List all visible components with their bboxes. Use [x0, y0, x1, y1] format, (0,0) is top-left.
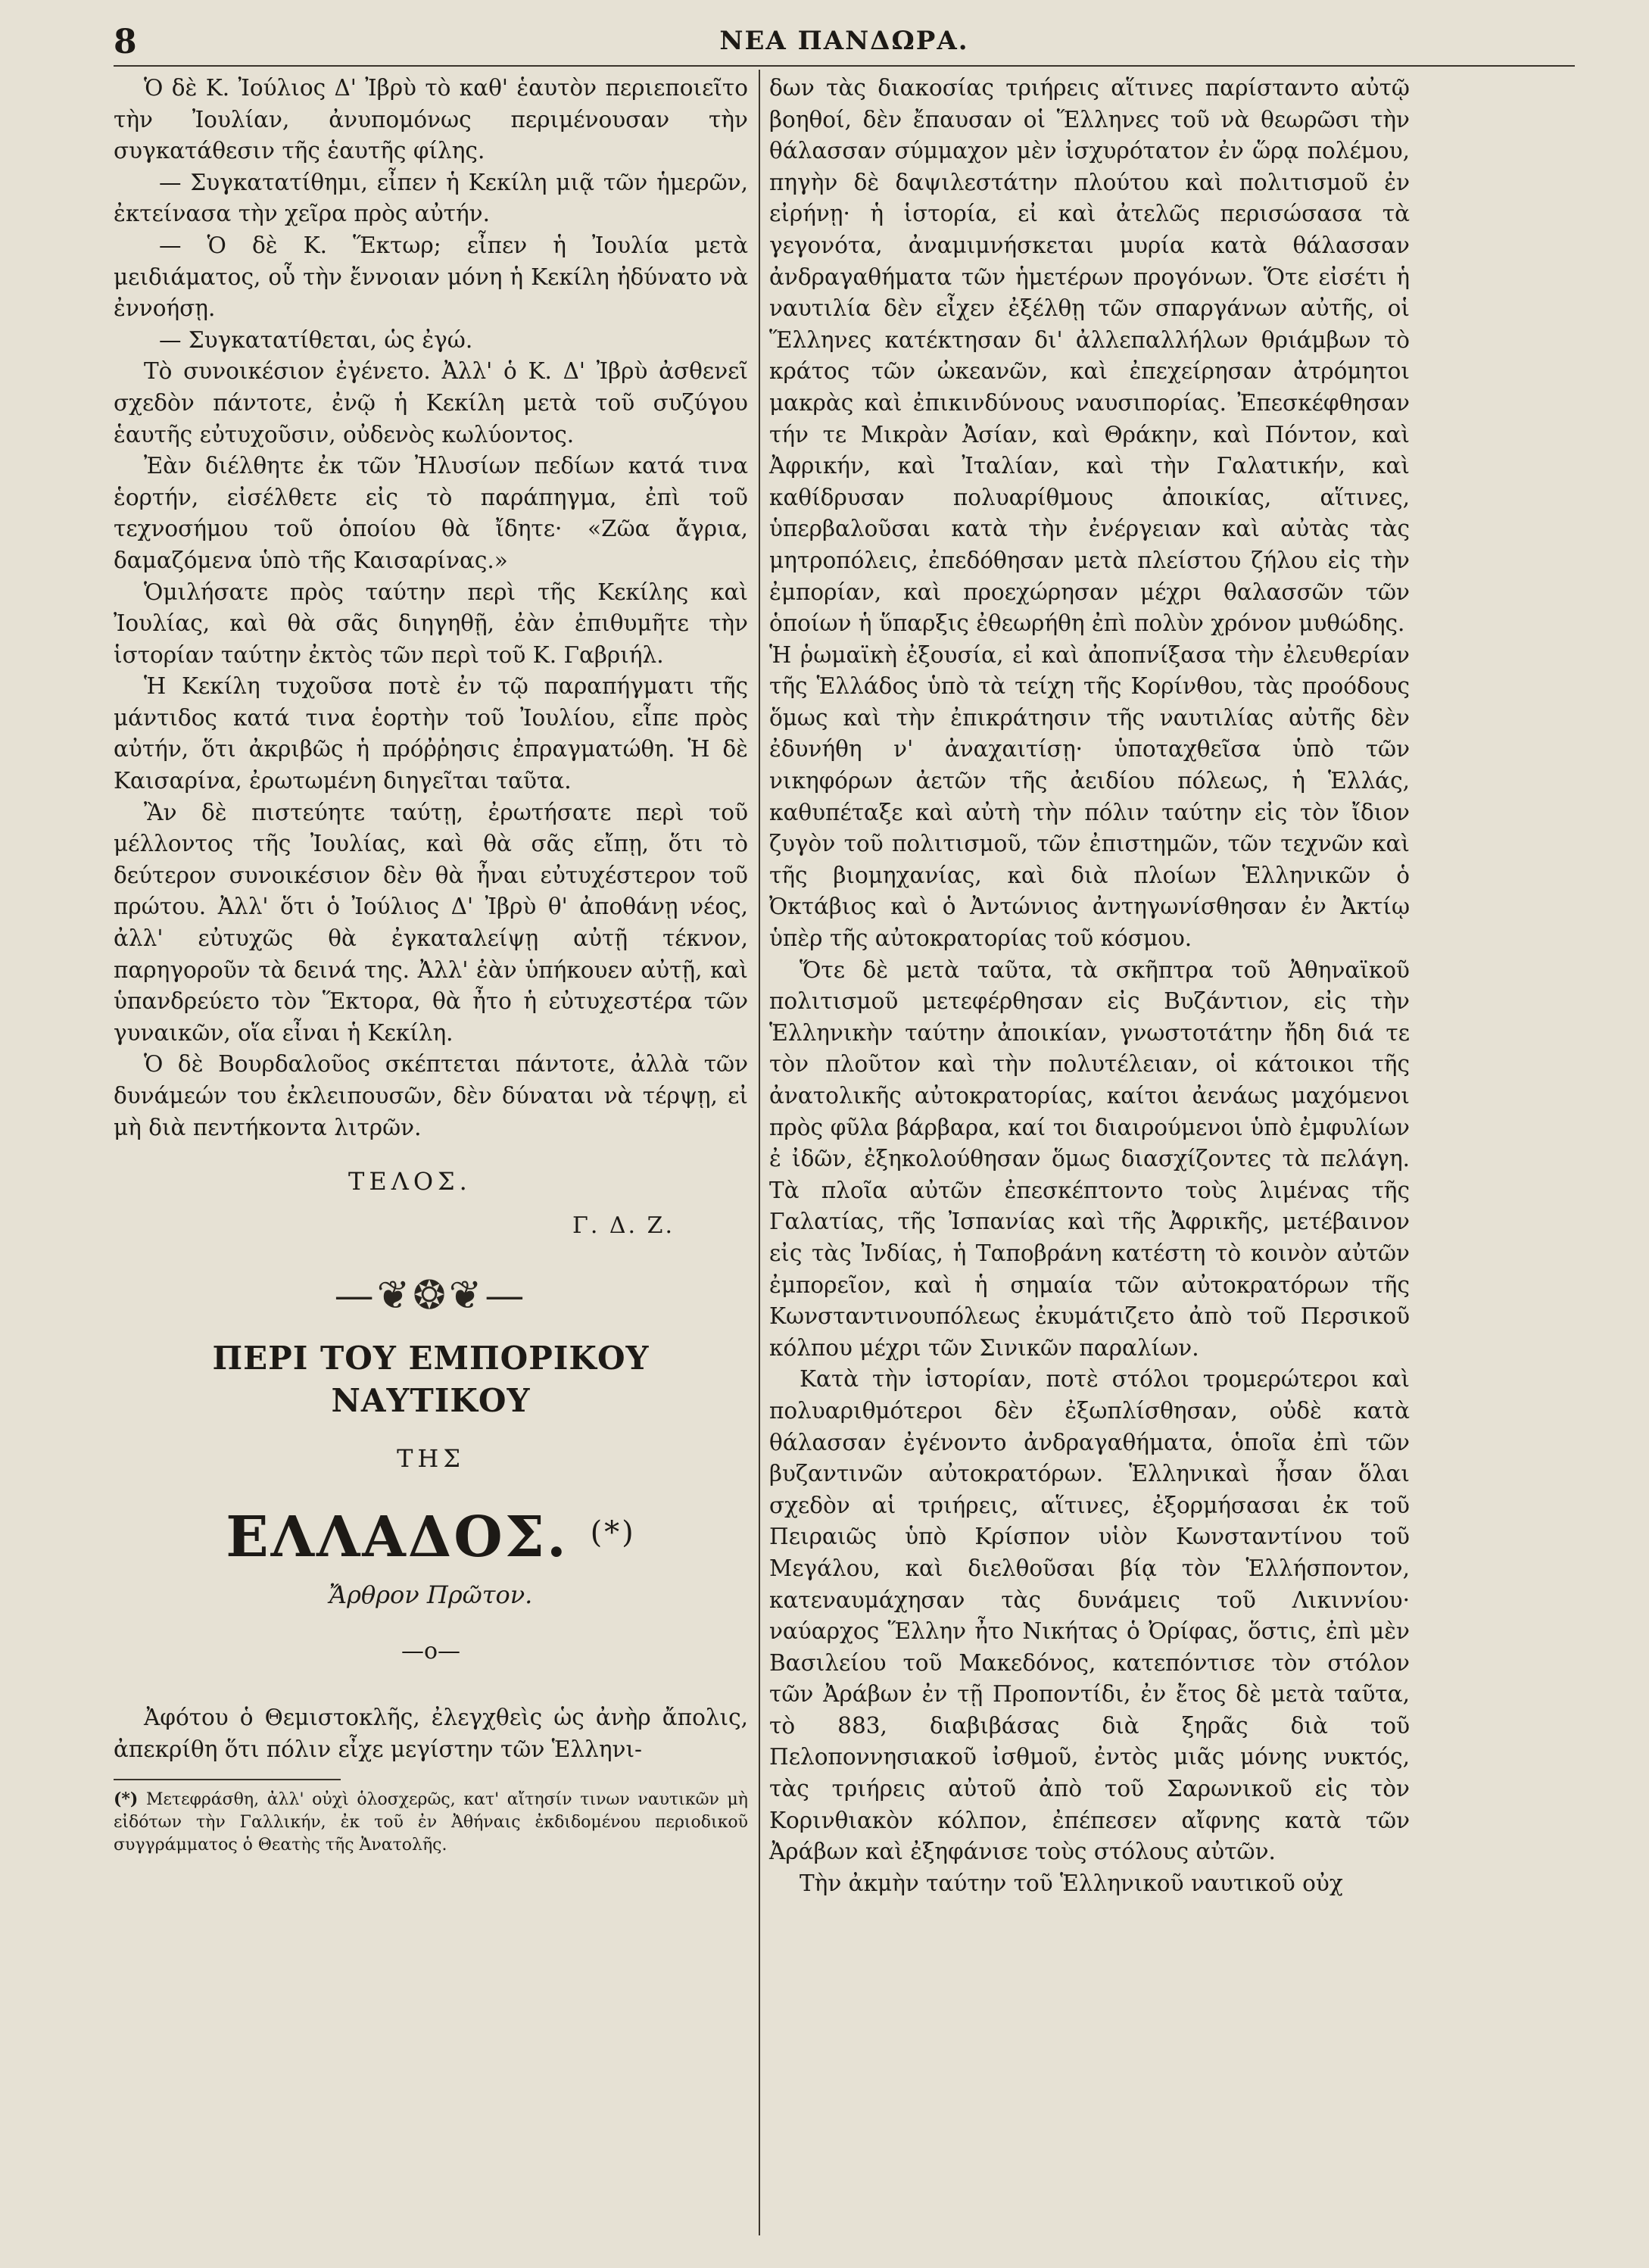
- left-column-paragraph: — Συγκατατίθημι, εἶπεν ἡ Κεκίλη μιᾷ τῶν ἡμερῶν, ἐκτείνασα τὴν χεῖρα πρὸς αὐτήν.: [114, 169, 748, 227]
- left-column: [114, 73, 748, 1857]
- left-column-paragraph: Ἐὰν διέλθητε ἐκ τῶν Ἠλυσίων πεδίων κατά τινα ἑορτήν, εἰσέλθετε εἰς τὸ παράπηγμα, ἐπὶ τοῦ τεχνοσήμου τοῦ ὁποίου θὰ ἴδητε· «Ζῶα ἄγρια, δαμαζόμενα ὑπὸ τῆς Καισαρίνας.»: [114, 453, 748, 573]
- left-column-paragraph: Ὁμιλήσατε πρὸς ταύτην περὶ τῆς Κεκίλης καὶ Ἰουλίας, καὶ θὰ σᾶς διηγηθῇ, ἐὰν ἐπιθυμῆτε τὴν ἱστορίαν ταύτην ἐκτὸς τῶν περὶ τοῦ Κ. Γαβριήλ.: [114, 579, 748, 668]
- section-big-word: ΕΛΛΑΔΟΣ.: [226, 1505, 569, 1571]
- small-ornament: —o—: [401, 1638, 461, 1665]
- left-column-text: [114, 73, 748, 1143]
- right-column-paragraph: Κατὰ τὴν ἱστορίαν, ποτὲ στόλοι τρομερώτεροι καὶ πολυαριθμότεροι δὲν ἐξωπλίσθησαν, οὐδὲ κατὰ θάλασσαν ἐγένοντο ἀνδραγαθήματα, ὁποῖα ἐπὶ τῶν βυζαντινῶν αὐτοκρατόρων. Ἑλληνικαὶ ἦσαν ὅλαι σχεδὸν αἱ τριήρεις, αἵτινες, ἐξορμήσασαι ἐκ τοῦ Πειραιῶς ὑπὸ Κρίσπον υἱὸν Κωνσταντίνου τοῦ Μεγάλου, καὶ διελθοῦσαι βίᾳ τὸν Ἑλλήσποντον, κατεναυμάχησαν τὰς δυνάμεις τοῦ Λικιννίου· ναύαρχος Ἕλλην ἦτο Νικήτας ὁ Ὀρίφας, ὅστις, ἐπὶ μὲν Βασιλείου τοῦ Μακεδόνος, κατεπόντισε τὸν στόλον τῶν Ἀράβων ἐν τῇ Προποντίδι, ἐν ἔτος δὲ μετὰ ταῦτα, τὸ 883, διαβιβάσας διὰ ξηρᾶς διὰ τοῦ Πελοποννησιακοῦ ἰσθμοῦ, ἐντὸς μιᾶς μόνης νυκτός, τὰς τριήρεις αὐτοῦ ἀπὸ τοῦ Σαρωνικοῦ εἰς τὸν Κορινθιακὸν κόλπον, ἐπέπεσεν αἴφνης κατὰ τῶν Ἀράβων καὶ ἐξηφάνισε τοὺς στόλους αὐτῶν.: [769, 1366, 1410, 1865]
- left-column-paragraph: Ὁ δὲ Βουρδαλοῦος σκέπτεται πάντοτε, ἀλλὰ τῶν δυνάμεών του ἐκλειπουσῶν, δὲν δύναται νὰ τέρψῃ, εἰ μὴ διὰ πεντήκοντα λιτρῶν.: [114, 1051, 748, 1140]
- left-column-paragraph: Ὁ δὲ Κ. Ἰούλιος Δ' Ἰβρὺ τὸ καθ' ἑαυτὸν περιεποιεῖτο τὴν Ἰουλίαν, ἀνυπομόνως περιμένουσαν τὴν συγκατάθεσιν τῆς ἑαυτῆς φίλης.: [114, 75, 748, 164]
- footnote-mark: (*): [114, 1789, 139, 1810]
- left-column-paragraph: — Συγκατατίθεται, ὡς ἐγώ.: [159, 326, 473, 353]
- running-title: ΝΕΑ ΠΑΝΔΩΡΑ.: [719, 26, 969, 56]
- right-column-paragraph: Τὴν ἀκμὴν ταύτην τοῦ Ἑλληνικοῦ ναυτικοῦ οὐχ: [800, 1870, 1343, 1896]
- header-rule: [114, 65, 1575, 67]
- author-initials: Γ. Δ. Ζ.: [572, 1212, 675, 1240]
- ornament-divider: —❦❂❦—: [334, 1273, 528, 1319]
- left-column-paragraph: Ἡ Κεκίλη τυχοῦσα ποτὲ ἐν τῷ παραπήγματι τῆς μάντιδος κατά τινα ἑορτὴν τοῦ Ἰουλίου, εἶπε πρὸς αὐτήν, ὅτι ἀκριβῶς ἡ πρόῤῥησις ἐπραγματώθη. Ἡ δὲ Καισαρίνα, ἐρωτωμένη διηγεῖται ταῦτα.: [114, 673, 748, 794]
- left-column-paragraph: Τὸ συνοικέσιον ἐγένετο. Ἀλλ' ὁ Κ. Δ' Ἰβρὺ ἀσθενεῖ σχεδὸν πάντοτε, ἐνῷ ἡ Κεκίλη μετὰ τοῦ συζύγου ἑαυτῆς εὐτυχοῦσιν, οὐδενὸς κωλύοντος.: [114, 358, 748, 448]
- right-column-paragraph: Ὅτε δὲ μετὰ ταῦτα, τὰ σκῆπτρα τοῦ Ἀθηναϊκοῦ πολιτισμοῦ μετεφέρθησαν εἰς Βυζάντιον, εἰς τὴν Ἑλληνικὴν ταύτην ἀποικίαν, γνωστοτάτην ἤδη διά τε τὸν πλοῦτον καὶ τὴν πολυτέλειαν, οἱ κάτοικοι τῆς ἀνατολικῆς αὐτοκρατορίας, καίτοι ἀενάως μαχόμενοι πρὸς φῦλα βάρβαρα, καί τοι διαιρούμενοι ὑπὸ ἐμφυλίων ἐ ἰδῶν, ἐξηκολούθησαν ὅμως διασχίζοντες τὰ πελάγη. Τὰ πλοῖα αὐτῶν ἐπεσκέπτοντο τοὺς λιμένας τῆς Γαλατίας, τῆς Ἰσπανίας καὶ τῆς Ἀφρικῆς, μετέβαινον εἰς τὰς Ἰνδίας, ἡ Ταποβράνη κατέστη τὸ κοινὸν αὐτῶν ἐμπορεῖον, καὶ ἡ σημαία τῶν αὐτοκρατόρων τῆς Κωνσταντινουπόλεως ἐκυμάτιζετο ἀπὸ τοῦ Περσικοῦ κόλπου μέχρι τῶν Σινικῶν παραλίων.: [769, 956, 1410, 1361]
- footnote-rule: [114, 1779, 341, 1780]
- footnote-text: Μετεφράσθη, ἀλλ' οὐχὶ ὁλοσχερῶς, κατ' αἴτησίν τινων ναυτικῶν μὴ εἰδότων τὴν Γαλλικήν, ἐκ τοῦ ἐν Ἀθήναις ἐκδιδομένου περιοδικοῦ συγγράμματος ὁ Θεατὴς τῆς Ἀνατολῆς.: [114, 1790, 748, 1855]
- right-column-paragraph: δων τὰς διακοσίας τριήρεις αἵτινες παρίσταντο αὐτῷ βοηθοί, δὲν ἔπαυσαν οἱ Ἕλληνες τοῦ νὰ θεωρῶσι τὴν θάλασσαν σύμμαχον μὲν ἰσχυρότατον ἐν ὥρᾳ πολέμου, πηγὴν δὲ δαψιλεστάτην πλούτου καὶ πολιτισμοῦ ἐν εἰρήνῃ· ἡ ἱστορία, εἰ καὶ ἀτελῶς περισώσασα τὰ γεγονότα, ἀναμιμνήσκεται μυρία κατὰ θάλασσαν ἀνδραγαθήματα τῶν ἡμετέρων προγόνων. Ὅτε εἰσέτι ἡ ναυτιλία δὲν εἶχεν ἐξέλθῃ τῶν σπαργάνων αὐτῆς, οἱ Ἕλληνες κατέκτησαν δι' ἀλλεπαλλήλων θριάμβων τὸ κράτος τῶν ὠκεανῶν, καὶ ἐπεχείρησαν ἀτρόμητοι μακρὰς καὶ ἐπικινδύνους ναυσιπορίας. Ἐπεσκέφθησαν τήν τε Μικρὰν Ἀσίαν, καὶ Θράκην, καὶ Πόντον, καὶ Ἀφρικήν, καὶ Ἰταλίαν, καὶ τὴν Γαλατικήν, καὶ καθίδρυσαν πολυαρίθμους ἀποικίας, αἵτινες, ὑπερβαλοῦσαι κατὰ τὴν ἐνέργειαν καὶ αὐτὰς τὰς μητροπόλεις, ἐπεδόθησαν μετὰ πλείστου ζήλου εἰς τὴν ἐμπορίαν, καὶ προεχώρησαν μέχρι θαλασσῶν τῶν ὁποίων ἡ ὕπαρξις ἐθεωρήθη ἐπὶ πολὺν χρόνον μυθώδης.: [769, 75, 1410, 637]
- footnote: [114, 1788, 748, 1857]
- footnote-reference-mark: (*): [590, 1515, 636, 1551]
- right-column-text: [769, 73, 1410, 1899]
- end-word: ΤΕΛΟΣ.: [348, 1167, 472, 1196]
- right-column-paragraph: Ἡ ῥωμαϊκὴ ἐξουσία, εἰ καὶ ἀποπνίξασα τὴν ἐλευθερίαν τῆς Ἑλλάδος ὑπὸ τὰ τείχη τῆς Κορίνθου, τὰς προόδους ὅμως καὶ τὴν ἐπικράτησιν τῆς ναυτιλίας αὐτῆς δὲν ἐδυνήθη ν' ἀναχαιτίσῃ· ὑποταχθεῖσα ὑπὸ τῶν νικηφόρων ἀετῶν τῆς ἀειδίου πόλεως, ἡ Ἑλλάς, καθυπέταξε καὶ αὐτὴ τὴν πόλιν ταύτην εἰς τὸν ἴδιον ζυγὸν τοῦ πολιτισμοῦ, τῶν ἐπιστημῶν, τῶν τεχνῶν καὶ τῆς βιομηχανίας, καὶ διὰ πλοίων Ἑλληνικῶν ὁ Ὀκτάβιος καὶ ὁ Ἀντώνιος ἀντηγωνίσθησαν ἐν Ἀκτίῳ ὑπὲρ τῆς αὐτοκρατορίας τοῦ κόσμου.: [769, 641, 1410, 952]
- section-title-large: [114, 1496, 748, 1574]
- opening-paragraph: Ἀφότου ὁ Θεμιστοκλῆς, ἐλεγχθεὶς ὡς ἀνὴρ ἄπολις, ἀπεκρίθη ὅτι πόλιν εἶχε μεγίστην τῶν Ἑλληνι-: [114, 1705, 748, 1762]
- left-column-paragraph: Ἂν δὲ πιστεύητε ταύτῃ, ἐρωτήσατε περὶ τοῦ μέλλοντος τῆς Ἰουλίας, καὶ θὰ σᾶς εἴπῃ, ὅτι τὸ δεύτερον συνοικέσιον δὲν θὰ ἦναι εὐτυχέστερον τοῦ πρώτου. Ἀλλ' ὅτι ὁ Ἰούλιος Δ' Ἰβρὺ θ' ἀποθάνῃ νέος, ἀλλ' εὐτυχῶς θὰ ἐγκαταλείψῃ αὐτῇ τέκνον, παρηγοροῦν τὰ δεινά της. Ἀλλ' ἐὰν ὑπήκουεν αὐτῇ, καὶ ὑπανδρεύετο τὸν Ἕκτορα, θὰ ἦτο ἡ εὐτυχεστέρα τῶν γυναικῶν, οἵα εἶναι ἡ Κεκίλη.: [114, 799, 748, 1046]
- article-signoff: [114, 1143, 748, 1265]
- section-subtitle: Ἄρθρον Πρῶτον.: [329, 1580, 533, 1610]
- page-number: 8: [114, 23, 137, 61]
- left-column-paragraph: — Ὁ δὲ Κ. Ἕκτωρ; εἶπεν ἡ Ἰουλία μετὰ μειδιάματος, οὗ τὴν ἔννοιαν μόνη ἡ Κεκίλη ἠδύνατο νὰ ἐννοήσῃ.: [114, 232, 748, 322]
- section-title: ΠΕΡΙ ΤΟΥ ΕΜΠΟΡΙΚΟΥ ΝΑΥΤΙΚΟΥ: [212, 1340, 650, 1420]
- column-divider: [759, 70, 760, 2235]
- page-header: [114, 23, 1575, 61]
- section-article-word: ΤΗΣ: [397, 1444, 465, 1474]
- right-column: [769, 73, 1410, 1899]
